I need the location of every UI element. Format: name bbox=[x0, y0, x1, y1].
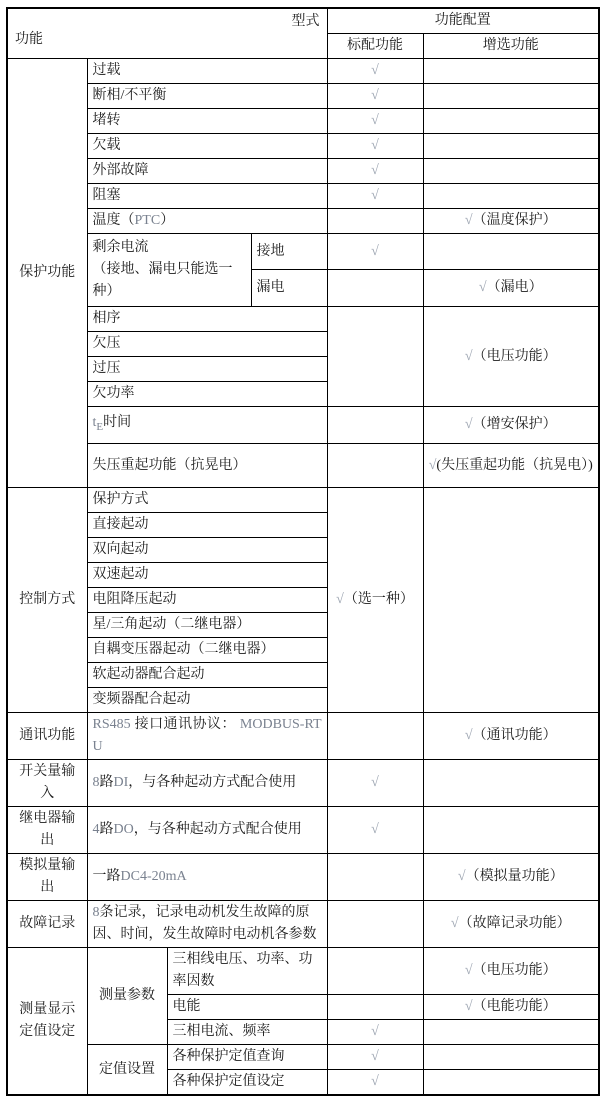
check-mark: √ bbox=[464, 348, 473, 364]
std-cell-empty bbox=[327, 995, 423, 1020]
opt-cell-empty bbox=[423, 59, 599, 84]
table-row bbox=[7, 184, 599, 209]
table-row bbox=[7, 713, 599, 760]
label-cell-external-fault: 外部故障 bbox=[87, 159, 327, 184]
group-cell-communication: 通讯功能 bbox=[7, 713, 87, 760]
opt-cell bbox=[423, 948, 599, 995]
check-mark: √ bbox=[371, 1049, 379, 1064]
table-row bbox=[7, 307, 599, 332]
label-latin: PTC bbox=[134, 213, 161, 228]
opt-cell-empty bbox=[423, 1020, 599, 1045]
table-row bbox=[7, 901, 599, 948]
opt-cell-empty bbox=[423, 134, 599, 159]
label-cell-voltage-power: 三相线电压、功率、功率因数 bbox=[167, 948, 327, 995]
opt-cell bbox=[423, 444, 599, 488]
label-cell-phase-sequence: 相序 bbox=[87, 307, 327, 332]
opt-cell-empty bbox=[423, 159, 599, 184]
label-cell-underload: 欠载 bbox=[87, 134, 327, 159]
check-mark: √ bbox=[371, 138, 379, 153]
header-function-label: 功能 bbox=[15, 32, 43, 47]
check-mark: √ bbox=[336, 592, 344, 607]
label-latin: 8 bbox=[92, 905, 100, 920]
opt-cell-empty bbox=[423, 1045, 599, 1070]
opt-label: （漏电） bbox=[486, 280, 543, 295]
label-cell-analog bbox=[87, 854, 327, 901]
label-cell-star-delta-start: 星/三角起动（二继电器） bbox=[87, 613, 327, 638]
std-cell bbox=[327, 1020, 423, 1045]
std-cell bbox=[327, 134, 423, 159]
opt-cell-empty bbox=[423, 488, 599, 713]
opt-cell bbox=[423, 407, 599, 444]
label-cell-overload: 过载 bbox=[87, 59, 327, 84]
std-label: （选一种） bbox=[343, 592, 414, 607]
function-config-table bbox=[6, 7, 600, 1096]
opt-cell bbox=[423, 209, 599, 234]
check-mark: √ bbox=[464, 213, 473, 228]
label-latin: DI bbox=[113, 775, 129, 790]
label-latin: RS485 bbox=[92, 717, 131, 732]
table-row bbox=[7, 59, 599, 84]
label-cell-blockage: 阻塞 bbox=[87, 184, 327, 209]
label-cell-direct-start: 直接起动 bbox=[87, 513, 327, 538]
group-cell-protection: 保护功能 bbox=[7, 59, 87, 488]
std-cell-empty bbox=[327, 901, 423, 948]
opt-cell-empty bbox=[423, 184, 599, 209]
table-row bbox=[7, 407, 599, 444]
group-cell-analog-output: 模拟量输出 bbox=[7, 854, 87, 901]
header-config-label: 功能配置 bbox=[327, 8, 599, 34]
label-cell-energy: 电能 bbox=[167, 995, 327, 1020]
std-cell-empty bbox=[327, 854, 423, 901]
label-text: ，与各种起动方式配合使用 bbox=[133, 822, 302, 837]
std-cell-empty bbox=[327, 307, 423, 407]
check-mark: √ bbox=[371, 243, 379, 259]
opt-label: （模拟量功能） bbox=[465, 869, 564, 884]
opt-cell-empty bbox=[423, 760, 599, 807]
label-cell-residual-current bbox=[87, 234, 251, 307]
label-text: 接口通讯协议： bbox=[134, 717, 236, 732]
label-text: ，与各种起动方式配合使用 bbox=[128, 775, 297, 790]
group-cell-relay-output: 继电器输出 bbox=[7, 807, 87, 854]
std-cell bbox=[327, 1070, 423, 1096]
label-latin: DO bbox=[113, 822, 134, 837]
check-mark: √ bbox=[478, 280, 487, 295]
check-mark: √ bbox=[371, 775, 379, 790]
check-mark: √ bbox=[371, 1024, 379, 1039]
label-cell-overvoltage: 过压 bbox=[87, 357, 327, 382]
label-cell-soft-starter: 软起动器配合起动 bbox=[87, 663, 327, 688]
check-mark: √ bbox=[371, 88, 379, 103]
check-mark: √ bbox=[464, 963, 473, 978]
label-cell-resistor-start: 电阻降压起动 bbox=[87, 588, 327, 613]
std-cell bbox=[327, 59, 423, 84]
opt-label: （电压功能） bbox=[472, 963, 557, 978]
std-cell bbox=[327, 234, 423, 270]
label-text: 条记录，记录电动机发生故障的原因、时间，发生故障时电动机各参数 bbox=[92, 905, 317, 942]
label-cell-vfd-start: 变频器配合起动 bbox=[87, 688, 327, 713]
check-mark: √ bbox=[371, 163, 379, 178]
table-row bbox=[7, 234, 599, 270]
label-cell-stall: 堵转 bbox=[87, 109, 327, 134]
header-type-label: 型式 bbox=[291, 14, 320, 29]
table-row bbox=[7, 488, 599, 513]
label-cell-restart: 失压重起功能（抗晃电） bbox=[87, 444, 327, 488]
label-cell-setting-set: 各种保护定值设定 bbox=[167, 1070, 327, 1096]
header-standard-label: 标配功能 bbox=[327, 34, 423, 59]
label-cell-autotransformer-start: 自耦变压器起动（二继电器） bbox=[87, 638, 327, 663]
check-mark: √ bbox=[464, 417, 473, 432]
subgroup-cell-measure-params: 测量参数 bbox=[87, 948, 167, 1045]
label-latin: 4 bbox=[92, 822, 100, 837]
check-mark: √ bbox=[371, 63, 379, 78]
subgroup-cell-setting: 定值设置 bbox=[87, 1045, 167, 1096]
label-latin: DC4-20mA bbox=[120, 869, 187, 884]
opt-cell bbox=[423, 901, 599, 948]
opt-cell bbox=[423, 270, 599, 307]
label-cell-undervoltage: 欠压 bbox=[87, 332, 327, 357]
opt-cell bbox=[423, 995, 599, 1020]
table-row bbox=[7, 134, 599, 159]
opt-label: （电压功能） bbox=[472, 348, 557, 364]
opt-cell bbox=[423, 854, 599, 901]
opt-label: （温度保护） bbox=[472, 213, 557, 228]
check-mark: √ bbox=[450, 916, 459, 931]
table-row bbox=[7, 948, 599, 995]
label-cell-setting-query: 各种保护定值查询 bbox=[167, 1045, 327, 1070]
std-cell-empty bbox=[327, 948, 423, 995]
opt-cell-empty bbox=[423, 1070, 599, 1096]
corner-header-cell bbox=[7, 8, 327, 59]
te-t: t bbox=[92, 415, 97, 431]
check-mark: √ bbox=[457, 869, 466, 884]
group-cell-fault-record: 故障记录 bbox=[7, 901, 87, 948]
group-cell-measure-display: 测量显示定值设定 bbox=[7, 948, 87, 1096]
opt-label: (失压重起功能（抗晃电）) bbox=[436, 457, 593, 473]
label-latin: MODBUS-RTU bbox=[92, 717, 322, 754]
table-row bbox=[7, 444, 599, 488]
table-row bbox=[7, 209, 599, 234]
std-cell-empty bbox=[327, 270, 423, 307]
label-cell-do bbox=[87, 807, 327, 854]
group-cell-control: 控制方式 bbox=[7, 488, 87, 713]
opt-cell bbox=[423, 713, 599, 760]
label-cell-temperature-ptc bbox=[87, 209, 327, 234]
label-cell-te-time bbox=[87, 407, 327, 444]
label-text: 路 bbox=[99, 775, 114, 790]
std-cell-empty bbox=[327, 444, 423, 488]
check-mark: √ bbox=[464, 728, 473, 743]
std-cell bbox=[327, 1045, 423, 1070]
label-cell-di bbox=[87, 760, 327, 807]
label-cell-fault bbox=[87, 901, 327, 948]
label-cell-bidirectional-start: 双向起动 bbox=[87, 538, 327, 563]
opt-cell-empty bbox=[423, 807, 599, 854]
label-cell-current-frequency: 三相电流、频率 bbox=[167, 1020, 327, 1045]
opt-cell-voltage-group bbox=[423, 307, 599, 407]
std-cell bbox=[327, 760, 423, 807]
std-cell bbox=[327, 84, 423, 109]
check-mark: √ bbox=[371, 188, 379, 203]
std-cell-empty bbox=[327, 713, 423, 760]
label-cell-protect-mode: 保护方式 bbox=[87, 488, 327, 513]
opt-cell-empty bbox=[423, 109, 599, 134]
std-cell bbox=[327, 807, 423, 854]
table-row bbox=[7, 109, 599, 134]
label-text: ） bbox=[160, 213, 175, 228]
label-cell-grounding: 接地 bbox=[251, 234, 327, 270]
check-mark: √ bbox=[371, 822, 379, 837]
opt-label: （电能功能） bbox=[472, 999, 557, 1014]
check-mark: √ bbox=[371, 1074, 379, 1089]
label-cell-underpower: 欠功率 bbox=[87, 382, 327, 407]
std-cell-empty bbox=[327, 209, 423, 234]
label-cell-two-speed-start: 双速起动 bbox=[87, 563, 327, 588]
std-cell bbox=[327, 159, 423, 184]
label-cell-rs485 bbox=[87, 713, 327, 760]
label-text: 路 bbox=[99, 822, 114, 837]
label-cell-leakage: 漏电 bbox=[251, 270, 327, 307]
std-cell-choose-one bbox=[327, 488, 423, 713]
table-row bbox=[7, 1045, 599, 1070]
table-row bbox=[7, 854, 599, 901]
te-subscript: E bbox=[96, 420, 104, 433]
opt-label: （增安保护） bbox=[472, 417, 557, 432]
std-cell-empty bbox=[327, 407, 423, 444]
label-text: 时间 bbox=[103, 415, 132, 431]
table-row bbox=[7, 159, 599, 184]
table-row bbox=[7, 8, 599, 34]
table-row bbox=[7, 84, 599, 109]
table-row bbox=[7, 807, 599, 854]
label-text: 一路 bbox=[92, 869, 121, 884]
label-cell-phase-loss: 断相/不平衡 bbox=[87, 84, 327, 109]
label-text: 温度（ bbox=[92, 213, 135, 228]
residual-line1: 剩余电流 bbox=[92, 240, 149, 255]
check-mark: √ bbox=[371, 113, 379, 128]
std-cell bbox=[327, 109, 423, 134]
opt-cell-empty bbox=[423, 84, 599, 109]
opt-cell-empty bbox=[423, 234, 599, 270]
std-cell bbox=[327, 184, 423, 209]
header-optional-label: 增选功能 bbox=[423, 34, 599, 59]
group-cell-digital-input: 开关量输入 bbox=[7, 760, 87, 807]
check-mark: √ bbox=[464, 999, 473, 1014]
opt-label: （故障记录功能） bbox=[458, 916, 571, 931]
residual-line2: （接地、漏电只能选一种） bbox=[92, 262, 233, 299]
opt-label: （通讯功能） bbox=[472, 728, 557, 743]
check-mark: √ bbox=[428, 457, 437, 473]
table-row bbox=[7, 760, 599, 807]
label-latin: 8 bbox=[92, 775, 100, 790]
